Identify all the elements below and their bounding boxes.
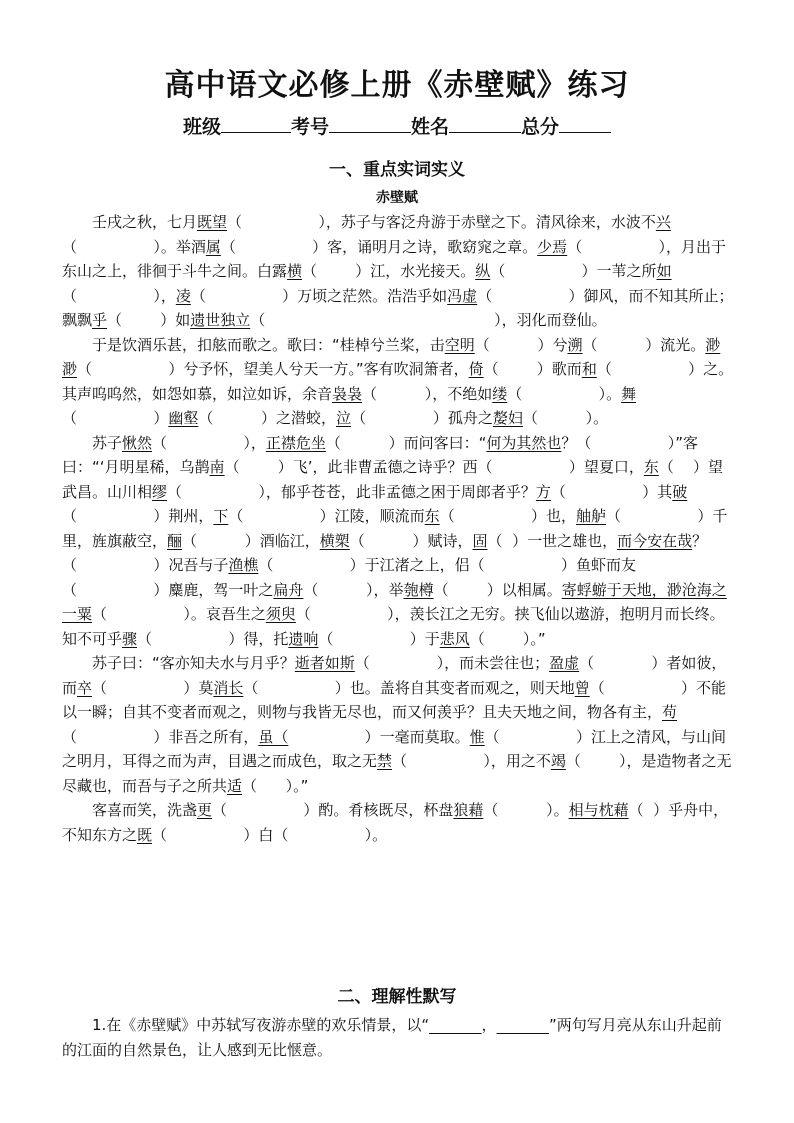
page-title: 高中语文必修上册《赤壁赋》练习 xyxy=(164,68,630,103)
q1-blank-1[interactable] xyxy=(429,1016,481,1034)
section-1-heading: 一、重点实词实义 xyxy=(329,160,465,180)
section-2-heading: 二、理解性默写 xyxy=(337,987,457,1007)
q1-text-mid: ， xyxy=(481,1016,497,1034)
passage-title: 赤壁赋 xyxy=(376,190,418,206)
name-label: 姓名 xyxy=(411,116,450,138)
q1-text-before: 1.在《赤壁赋》中苏轼写夜游赤壁的欢乐情景，以“ xyxy=(92,1016,430,1034)
exam-no-blank[interactable] xyxy=(329,114,411,133)
score-blank[interactable] xyxy=(559,114,611,133)
name-blank[interactable] xyxy=(449,114,521,133)
score-label: 总分 xyxy=(521,116,560,138)
student-info-line xyxy=(0,112,794,139)
passage-body: 壬戌之秋，七月既望（ ），苏子与客泛舟游于赤壁之下。清风徐来，水波不兴（ ）。举酒属（ ）客，诵明月之诗，歌窈窕之章。少焉（ ），月出于东山之上，徘徊于斗牛之间。白露横（ ）江，水光接天。纵（ ）一苇之所如（ ），凌（ ）万顷之茫然。浩浩乎如冯虚（ ）御风，而不知其所止；飘飘乎（ ）如遗世独立（ ），羽化而登仙。 于是饮酒乐甚，扣舷而歌之。歌曰：“桂棹兮兰桨，击空明（ ）兮溯（ ）流光。渺渺（ ）兮予怀，望美人兮天一方。”客有吹洞箫者，倚（ ）歌而和（ ）之。其声呜呜然，如怨如慕，如泣如诉，余音袅袅（ ），不绝如缕（ ）。舞（ ）幽壑（ ）之潜蛟，泣（ ）孤舟之嫠妇（ ）。 苏子愀然（ ），正襟危坐（ ）而问客曰：“何为其然也？（ ）”客曰：“‘月明星稀，乌鹊南（ ）飞’，此非曹孟德之诗乎？西（ ）望夏口，东（ ）望武昌。山川相缪（ ），郁乎苍苍，此非孟德之困于周郎者乎？方（ ）其破（ ）荆州，下（ ）江陵，顺流而东（ ）也，舳舻（ ）千里，旌旗蔽空，酾（ ）酒临江，横槊（ ）赋诗，固（ ）一世之雄也，而今安在哉？（ ）况吾与子渔樵（ ）于江渚之上，侣（ ）鱼虾而友（ ）麋鹿，驾一叶之扁舟（ ），举匏樽（ ）以相属。寄蜉蝣于天地，渺沧海之一粟（ ）。哀吾生之须臾（ ），羡长江之无穷。挟飞仙以遨游，抱明月而长终。知不可乎骤（ ）得，托遗响（ ）于悲风（ ）。” 苏子曰：“客亦知夫水与月乎？逝者如斯（ ），而未尝往也；盈虚（ ）者如彼，而卒（ ）莫消长（ ）也。盖将自其变者而观之，则天地曾（ ）不能以一瞬；自其不变者而观之，则物与我皆无尽也，而又何羡乎？且夫天地之间，物各有主，苟（ ）非吾之所有，虽（ ）一毫而莫取。惟（ ）江上之清风，与山间之明月，耳得之而为声，目遇之而成色，取之无禁（ ），用之不竭（ ），是造物者之无尽藏也，而吾与子之所共适（ ）。” 客喜而笑，洗盏更（ ）酌。肴核既尽，杯盘狼藉（ ）。相与枕藉（ ）乎舟中，不知东方之既（ ）白（ ）。 xyxy=(62,213,734,844)
exam-no-label: 考号 xyxy=(290,116,329,138)
class-label: 班级 xyxy=(182,116,221,138)
class-blank[interactable] xyxy=(221,114,291,133)
question-1 xyxy=(62,1013,734,1062)
q1-blank-2[interactable] xyxy=(497,1016,549,1034)
q1-text-after: ”两句写月亮从东山升起前的江面的自然景色，让人感到无比惬意。 xyxy=(62,1016,722,1059)
